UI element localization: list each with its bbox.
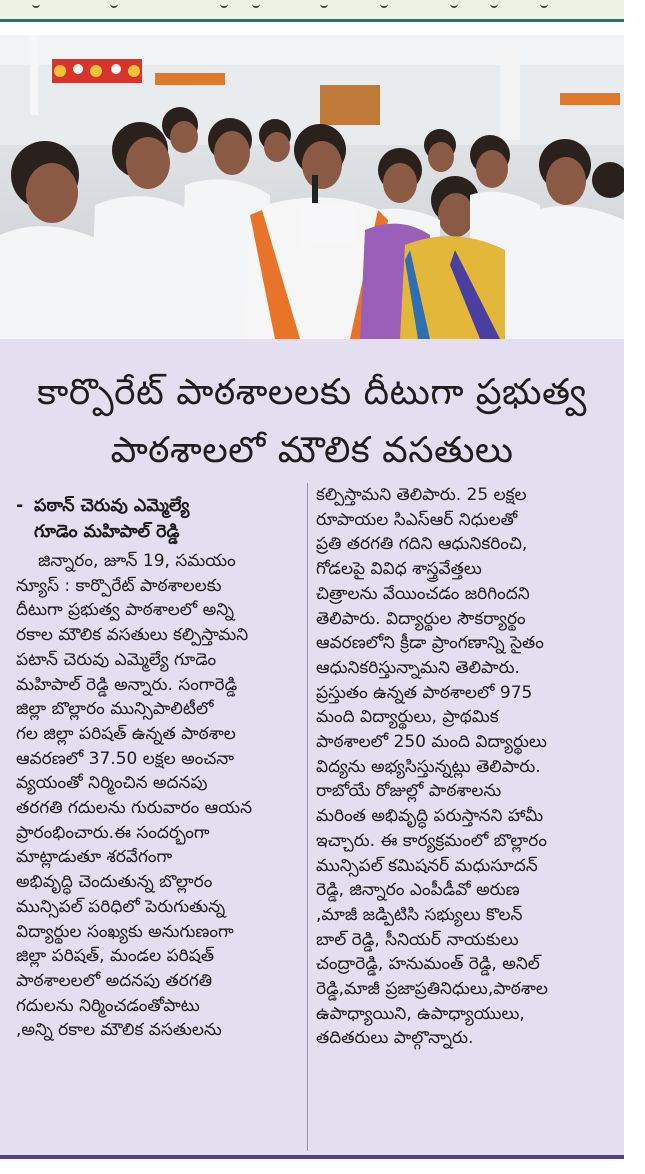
body-line: ప్రస్తుతం ఉన్నత పాఠశాలలో 975 [316, 682, 533, 703]
body-line: ఆవరణలోని క్రీడా ప్రాంగణాన్ని సైతం [316, 633, 544, 654]
body-line: విద్యార్థుల సంఖ్యకు అనుగుణంగా [16, 921, 234, 942]
body-line: గోడలపై వివిధ శాస్త్రవేత్తలు [316, 559, 482, 580]
body-line: చంద్రారెడ్డి, హనుమంత్ రెడ్డి, అనిల్ [316, 954, 540, 975]
column-divider [307, 483, 308, 1151]
body-line: రకాల మౌలిక వసతులు కల్పిస్తామని [16, 625, 249, 646]
body-line: పాఠశాలలో 250 మంది విద్యార్థులు [316, 732, 547, 753]
body-line: మంది విద్యార్థులు, ప్రాథమిక [316, 707, 499, 728]
body-line: పటాన్ చెరువు ఎమ్మెల్యే గూడెం [16, 649, 217, 670]
body-line: గదులను నిర్మించడంతోపాటు [16, 995, 200, 1016]
left-column [16, 493, 300, 1043]
body-line: రూపాయల సిఎస్ఆర్ నిధులతో [316, 509, 518, 530]
body-line: ఆవరణలో 37.50 లక్షల అంచనా [16, 748, 234, 769]
body-line: ,అన్ని రకాల మౌలిక వసతులను [16, 1020, 222, 1041]
body-line: ఆధునికరిస్తున్నామని తెలిపారు. [316, 657, 520, 678]
news-photo [0, 35, 624, 339]
body-line: రెడ్డి, జిన్నారం ఎంపీడీవో అరుణ [316, 880, 520, 901]
body-line: మాట్లాడుతూ శరవేగంగా [16, 847, 173, 868]
body-line: పాఠశాలలలో అదనపు తరగతి [16, 970, 213, 991]
body-line: దీటుగా ప్రభుత్వ పాఠశాలలో అన్ని [16, 600, 235, 621]
body-line: వ్యయంతో నిర్మించిన అదనపు [16, 773, 208, 794]
cropped-text-fragments [20, 0, 620, 10]
body-line: ఇచ్చారు. ఈ కార్యక్రమంలో బొల్లారం [316, 830, 547, 851]
body-line: చిత్రాలను వేయించడం జరిగిందని [316, 583, 530, 604]
body-line: మహిపాల్ రెడ్డి అన్నారు. సంగారెడ్డి [16, 674, 238, 695]
body-line: విద్యను అభ్యసిస్తున్నట్లు తెలిపారు. [316, 756, 541, 777]
body-line: ప్రారంభించారు.ఈ సందర్భంగా [16, 822, 210, 843]
body-line: కల్పిస్తామని తెలిపారు. 25 లక్షల [316, 485, 527, 505]
byline-line-1: పఠాన్ చెరువు ఎమ్మెల్యే [34, 496, 190, 516]
body-line: జిన్నారం, జూన్ 19, సమయం [38, 551, 236, 571]
body-line: జిల్లా పరిషత్, మండల పరిషత్ [16, 946, 215, 967]
body-line: రాబోయే రోజుల్లో పాఠశాలను [316, 781, 502, 802]
byline-line-2: గూడెం మహిపాల్ రెడ్డి [34, 522, 180, 542]
byline [16, 493, 300, 545]
body-line: గల జిల్లా పరిషత్ ఉన్నత పాఠశాల [16, 723, 236, 744]
body-line: రెడ్డి,మాజీ ప్రజాప్రతినిధులు,పాఠశాల [316, 979, 548, 1000]
body-line: తదితరులు పాల్గొన్నారు. [316, 1028, 474, 1049]
previous-article-strip [0, 0, 624, 22]
body-line: మున్సిపల్ పరిధిలో పెరుగుతున్న [16, 896, 226, 917]
body-line: తెలిపారు. విద్యార్థుల సౌకర్యార్థం [316, 608, 526, 629]
news-article [0, 35, 624, 1159]
right-column [316, 483, 614, 1051]
body-line: అభివృద్ధి చెందుతున్న బొల్లారం [16, 872, 213, 893]
body-line: మరింత అభివృద్ధి పరుస్తానని హామీ [316, 806, 544, 827]
headline-line-2: పాఠశాలలో మౌలిక వసతులు [110, 430, 514, 471]
photo-illustration [0, 35, 624, 339]
body-line: జిల్లా బొల్లారం మున్సిపాలిటీలో [16, 699, 214, 720]
byline-dash: - [16, 496, 24, 516]
body-line: ప్రతి తరగతి గదిని ఆధునికరించి, [316, 534, 528, 555]
body-line: తరగతి గదులను గురువారం ఆయన [16, 798, 253, 819]
body-line: ,మాజీ జడ్పిటిసి సభ్యులు కొలన్ [316, 904, 523, 925]
body-line: ఉపాధ్యాయిని, ఉపాధ్యాయులు, [316, 1003, 525, 1024]
body-line: న్యూస్ : కార్పొరేట్ పాఠశాలలకు [16, 575, 222, 596]
body-line: మున్సిపల్ కమిషనర్ మధుసూదన్ [316, 855, 538, 876]
headline-line-1: కార్పొరేట్ పాఠశాలలకు దీటుగా ప్రభుత్వ [37, 372, 587, 413]
body-line: బాల్ రెడ్డి, సీనియర్ నాయకులు [316, 929, 519, 950]
